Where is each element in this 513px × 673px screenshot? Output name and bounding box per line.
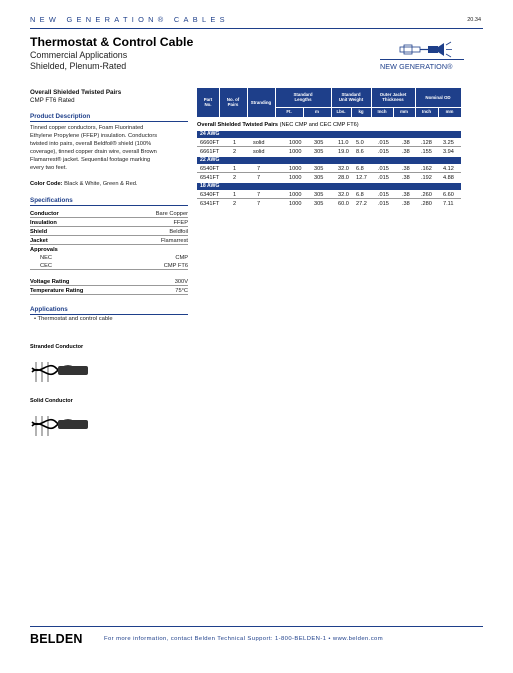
product-rating: CMP FT6 Rated bbox=[30, 97, 75, 104]
th-part-no bbox=[197, 97, 219, 107]
th-kg: kg bbox=[358, 109, 364, 114]
table-cell: .38 bbox=[402, 192, 410, 198]
table-row bbox=[197, 174, 461, 182]
table-cell: .38 bbox=[402, 175, 410, 181]
spec-label: Insulation bbox=[30, 220, 57, 226]
solid-conductor-label: Solid Conductor bbox=[30, 398, 73, 404]
description-line: twisted into pairs, overall Beldfoil® shield (100% bbox=[30, 140, 152, 147]
color-code-label: Color Code: bbox=[30, 181, 63, 187]
table-cell: 2 bbox=[233, 201, 237, 207]
footer-divider bbox=[30, 626, 483, 627]
table-row bbox=[197, 165, 461, 173]
table-row bbox=[197, 200, 461, 208]
table-cell: 11.0 bbox=[338, 140, 349, 146]
header-label-line: No. of bbox=[226, 97, 240, 102]
th-inch-1: Inch bbox=[377, 109, 387, 114]
header-label-line: No. bbox=[204, 102, 212, 107]
top-divider bbox=[30, 28, 483, 29]
header-label-line: Thickness bbox=[382, 97, 404, 102]
spec-nec bbox=[30, 254, 188, 262]
table-cell: 305 bbox=[314, 140, 324, 146]
spec-conductor bbox=[30, 210, 188, 218]
spec-value: 300V bbox=[174, 279, 188, 285]
table-row bbox=[197, 148, 461, 156]
table-cell: 32.0 bbox=[338, 166, 349, 172]
section-divider bbox=[30, 314, 188, 315]
header-label-line: Standard bbox=[341, 92, 361, 97]
applications-title: Applications bbox=[30, 306, 68, 313]
table-cell: 6660FT bbox=[200, 140, 220, 146]
stranded-cable-icon bbox=[30, 358, 92, 386]
table-cell: 1 bbox=[233, 192, 237, 198]
spec-label: Approvals bbox=[30, 247, 58, 253]
table-cell: 4.88 bbox=[443, 175, 454, 181]
table-cell: 6.8 bbox=[356, 166, 364, 172]
product-heading: Overall Shielded Twisted Pairs bbox=[30, 89, 122, 96]
table-cell: .38 bbox=[402, 201, 410, 207]
section-divider bbox=[30, 205, 188, 206]
th-outer-jacket bbox=[371, 92, 415, 102]
description-line: coverage), tinned copper drain wire, overall Brown bbox=[30, 148, 157, 155]
table-cell: 305 bbox=[314, 166, 324, 172]
table-cell: 1000 bbox=[289, 175, 302, 181]
spec-value: Beldfoil bbox=[169, 229, 188, 235]
color-code-value: Black & White, Green & Red. bbox=[64, 181, 138, 187]
section-title-rest: (NEC CMP and CEC CMP FT6) bbox=[278, 122, 359, 128]
spec-voltage bbox=[30, 278, 188, 286]
table-cell: 305 bbox=[314, 175, 324, 181]
th-stranding: Stranding bbox=[250, 100, 272, 105]
logo-text: NEW GENERATION® bbox=[380, 62, 453, 71]
footer-contact: For more information, contact Belden Technical Support: 1-800-BELDEN-1 • www.belden.com bbox=[104, 636, 384, 642]
th-unit-weight bbox=[331, 92, 371, 102]
table-cell: .280 bbox=[421, 201, 432, 207]
th-ft: Ft. bbox=[286, 109, 292, 114]
spec-insulation bbox=[30, 219, 188, 227]
color-code bbox=[30, 181, 137, 187]
table-cell: 1000 bbox=[289, 149, 302, 155]
table-cell: .38 bbox=[402, 140, 410, 146]
table-cell: .128 bbox=[421, 140, 432, 146]
table-cell: .015 bbox=[378, 201, 389, 207]
th-mm-2: mm bbox=[445, 109, 454, 114]
table-cell: 5.0 bbox=[356, 140, 364, 146]
specifications-title: Specifications bbox=[30, 197, 73, 204]
description-line: Flamarrest® jacket. Sequential footage marking bbox=[30, 156, 151, 163]
table-cell: .38 bbox=[402, 166, 410, 172]
table-cell: .015 bbox=[378, 192, 389, 198]
header-label-line: Lengths bbox=[294, 97, 312, 102]
application-item: • Thermostat and control cable bbox=[34, 316, 113, 322]
description-line: Ethylene Propylene (FFEP) insulation. Conductors bbox=[30, 132, 158, 139]
product-description-title: Product Description bbox=[30, 113, 91, 120]
th-m: m bbox=[315, 109, 319, 114]
table-cell: 7 bbox=[257, 166, 261, 172]
spec-label: Voltage Rating bbox=[30, 279, 70, 285]
section-divider bbox=[30, 121, 188, 122]
table-cell: 3.94 bbox=[443, 149, 454, 155]
table-cell: 6541FT bbox=[200, 175, 220, 181]
header-label-line: Outer Jacket bbox=[379, 92, 407, 97]
section-title-bold: Overall Shielded Twisted Pairs bbox=[197, 122, 279, 128]
header-label-line: Part bbox=[203, 97, 213, 102]
table-cell: solid bbox=[253, 149, 265, 155]
spec-value: FFEP bbox=[173, 220, 188, 226]
table-cell: .015 bbox=[378, 149, 389, 155]
th-no-of-pairs bbox=[219, 97, 247, 107]
table-cell: 2 bbox=[233, 175, 237, 181]
table-cell: 7 bbox=[257, 175, 261, 181]
subtitle-shielded: Shielded, Plenum-Rated bbox=[30, 61, 127, 71]
table-cell: 27.2 bbox=[356, 201, 367, 207]
table-section-title bbox=[197, 122, 359, 128]
table-cell: 32.0 bbox=[338, 192, 349, 198]
spec-value: CMP FT6 bbox=[163, 263, 188, 269]
belden-logo: BELDEN bbox=[30, 632, 83, 646]
table-cell: 28.0 bbox=[338, 175, 349, 181]
stranded-conductor-label: Stranded Conductor bbox=[30, 344, 84, 350]
spec-temperature bbox=[30, 287, 188, 295]
table-cell: .38 bbox=[402, 149, 410, 155]
page-number: 20.34 bbox=[467, 17, 481, 23]
table-cell: 1000 bbox=[289, 166, 302, 172]
spec-label: CEC bbox=[40, 263, 53, 269]
table-cell: 305 bbox=[314, 201, 324, 207]
cable-logo-icon bbox=[398, 40, 462, 58]
table-cell: .192 bbox=[421, 175, 432, 181]
th-lbs: Lbs. bbox=[336, 109, 346, 114]
table-cell: 60.0 bbox=[338, 201, 349, 207]
product-description bbox=[30, 125, 190, 172]
table-cell: 6540FT bbox=[200, 166, 220, 172]
table-cell: 8.6 bbox=[356, 149, 364, 155]
table-cell: 1000 bbox=[289, 140, 302, 146]
table-cell: 1000 bbox=[289, 192, 302, 198]
solid-cable-icon bbox=[30, 412, 92, 440]
spec-value: CMP bbox=[175, 255, 188, 261]
spec-value: Bare Copper bbox=[155, 211, 188, 217]
spec-cec bbox=[30, 262, 188, 270]
table-cell: .015 bbox=[378, 166, 389, 172]
table-cell: 6.60 bbox=[443, 192, 454, 198]
table-cell: 12.7 bbox=[356, 175, 367, 181]
spec-shield bbox=[30, 228, 188, 236]
spec-label: Temperature Rating bbox=[30, 288, 84, 294]
spec-label: NEC bbox=[40, 255, 53, 261]
awg-band: 22 AWG bbox=[197, 157, 461, 164]
description-line: every two feet. bbox=[30, 164, 67, 171]
awg-band: 18 AWG bbox=[197, 183, 461, 190]
table-cell: 19.0 bbox=[338, 149, 349, 155]
page-title: Thermostat & Control Cable bbox=[30, 35, 194, 49]
th-standard-lengths bbox=[275, 92, 331, 102]
spec-label: Conductor bbox=[30, 211, 59, 217]
table-cell: 305 bbox=[314, 192, 324, 198]
th-mm-1: mm bbox=[400, 109, 408, 114]
th-inch-2: Inch bbox=[421, 109, 432, 114]
table-row bbox=[197, 191, 461, 199]
table-cell: 6661FT bbox=[200, 149, 220, 155]
table-header bbox=[197, 88, 461, 117]
awg-band: 24 AWG bbox=[197, 131, 461, 138]
header-label-line: Unit Weight bbox=[338, 97, 364, 102]
table-cell: 6.8 bbox=[356, 192, 364, 198]
spec-label: Shield bbox=[30, 229, 48, 235]
table-cell: 7.11 bbox=[443, 201, 454, 207]
table-cell: 6340FT bbox=[200, 192, 220, 198]
table-cell: 1000 bbox=[289, 201, 302, 207]
table-cell: 6341FT bbox=[200, 201, 220, 207]
table-cell: 7 bbox=[257, 201, 261, 207]
table-cell: solid bbox=[253, 140, 265, 146]
table-row bbox=[197, 139, 461, 147]
table-cell: 4.12 bbox=[443, 166, 454, 172]
table-cell: 1 bbox=[233, 166, 237, 172]
subtitle-commercial: Commercial Applications bbox=[30, 50, 128, 60]
spec-label: Jacket bbox=[30, 238, 48, 244]
series-title: NEW GENERATION® CABLES bbox=[30, 15, 229, 24]
table-cell: 3.25 bbox=[443, 140, 454, 146]
table-cell: .260 bbox=[421, 192, 432, 198]
logo-underline bbox=[380, 59, 464, 60]
table-cell: 2 bbox=[233, 149, 237, 155]
table-cell: .015 bbox=[378, 140, 389, 146]
table-cell: 1 bbox=[233, 140, 237, 146]
table-cell: .015 bbox=[378, 175, 389, 181]
header-label-line: Standard bbox=[293, 92, 313, 97]
table-cell: 7 bbox=[257, 192, 261, 198]
spec-value: Flamarrest bbox=[160, 238, 188, 244]
table-cell: 305 bbox=[314, 149, 324, 155]
description-line: Tinned copper conductors, Foam Fluorinated bbox=[30, 125, 144, 131]
table-cell: .155 bbox=[421, 149, 432, 155]
th-nominal-od: Nominal OD bbox=[425, 95, 451, 100]
spec-jacket bbox=[30, 237, 188, 245]
spec-approvals bbox=[30, 246, 188, 254]
header-label-line: Pairs bbox=[227, 102, 239, 107]
table-cell: .162 bbox=[421, 166, 432, 172]
spec-value: 75°C bbox=[175, 288, 188, 294]
